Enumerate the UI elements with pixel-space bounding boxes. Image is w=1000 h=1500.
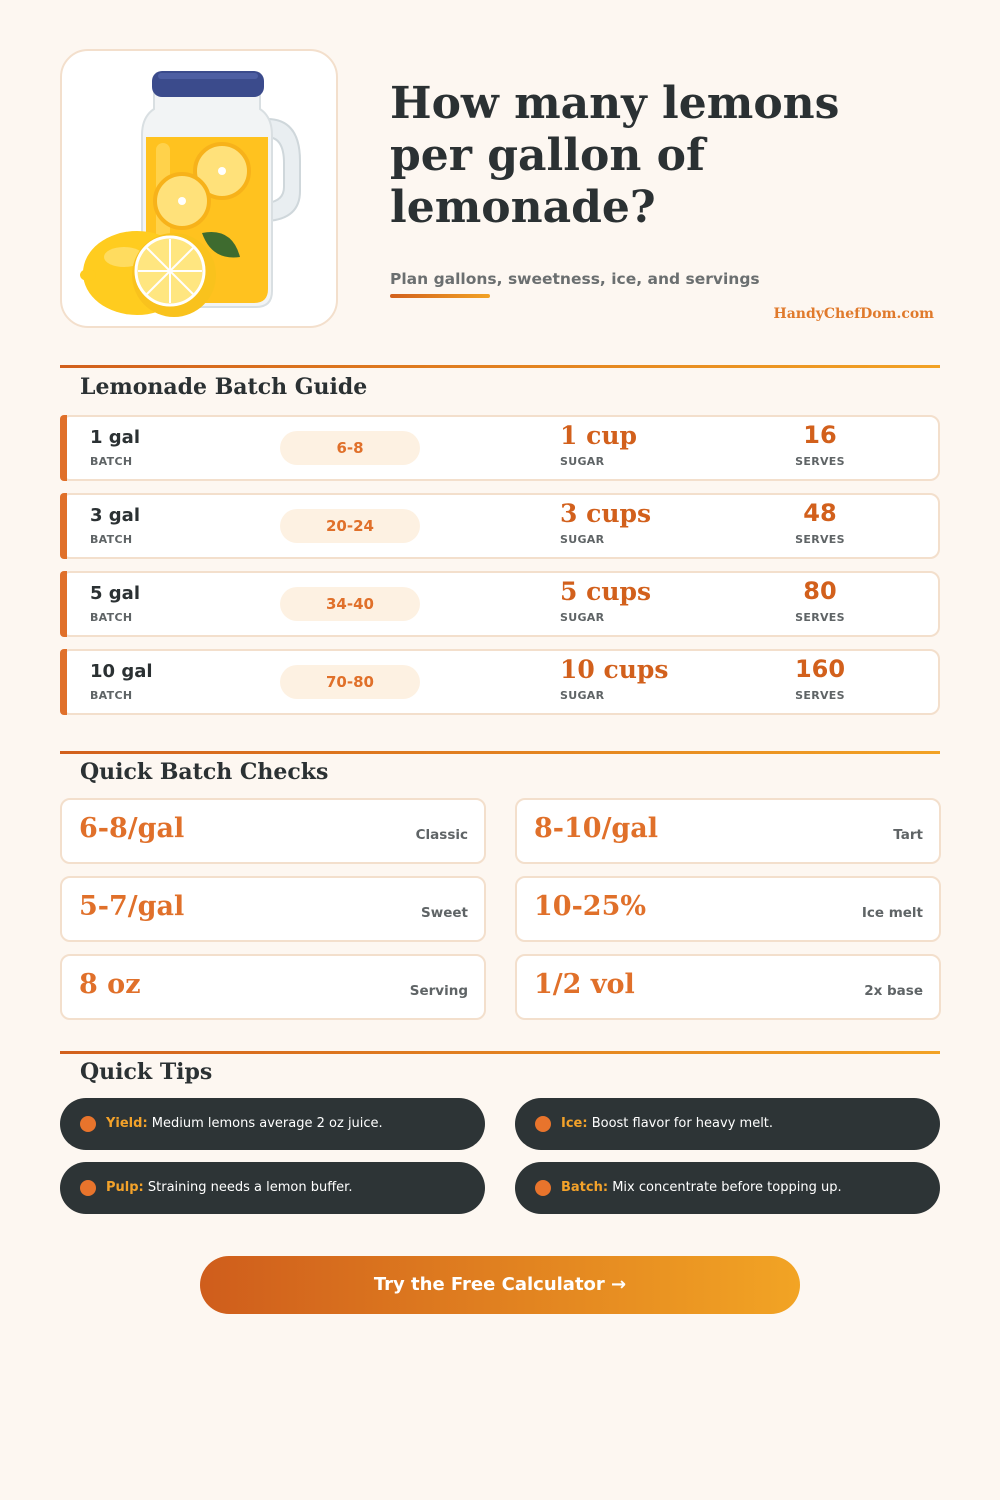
sugar-amount: 1 cup [560,421,637,450]
free-calculator-button[interactable]: Try the Free Calculator → [200,1256,800,1314]
batch-gallons: 3 gal [90,505,140,526]
check-card-sweet [60,876,486,942]
batch-row-3 [60,493,940,559]
check-value: 6-8/gal [79,813,185,844]
lemonade-jug-illustration [62,51,338,328]
subtitle-underline [390,294,490,298]
batch-gallons: 1 gal [90,427,140,448]
tip-text: Mix concentrate before topping up. [608,1180,842,1195]
bullet-dot-icon [80,1116,96,1132]
check-label: Tart [893,827,923,843]
batch-label: BATCH [90,455,133,468]
bullet-dot-icon [80,1180,96,1196]
check-value: 1/2 vol [534,969,635,1000]
sugar-amount: 10 cups [560,655,669,684]
lemons-pill: 34-40 [280,587,420,621]
lemons-pill: 70-80 [280,665,420,699]
row-accent [60,493,67,559]
serves-label: SERVES [795,533,845,546]
sugar-label: SUGAR [560,533,605,546]
tip-key: Yield: [106,1116,148,1131]
check-label: Ice melt [861,905,923,921]
batch-gallons: 10 gal [90,661,153,682]
check-card-serving [60,954,486,1020]
section-divider [60,365,940,368]
section-divider [60,1051,940,1054]
check-card-ice-melt [515,876,941,942]
batch-row-5 [60,571,940,637]
serves-label: SERVES [795,611,845,624]
sugar-label: SUGAR [560,455,605,468]
site-name: HandyChefDom.com [773,306,934,322]
check-card-2x-base [515,954,941,1020]
sugar-label: SUGAR [560,611,605,624]
sugar-amount: 5 cups [560,577,652,606]
tip-text: Straining needs a lemon buffer. [143,1180,353,1195]
tip-ice [515,1098,940,1150]
tip-text: Medium lemons average 2 oz juice. [147,1116,383,1131]
serves-count: 16 [803,421,837,449]
tip-key: Ice: [561,1116,588,1131]
page-subtitle: Plan gallons, sweetness, ice, and servings [390,270,760,288]
bullet-dot-icon [535,1180,551,1196]
tip-pulp [60,1162,485,1214]
bullet-dot-icon [535,1116,551,1132]
tip-key: Batch: [561,1180,609,1195]
hero-illustration-card [60,49,338,328]
tip-batch [515,1162,940,1214]
sugar-amount: 3 cups [560,499,652,528]
batch-row-10 [60,649,940,715]
row-accent [60,571,67,637]
batch-label: BATCH [90,689,133,702]
check-card-tart [515,798,941,864]
tip-yield [60,1098,485,1150]
batch-label: BATCH [90,611,133,624]
sugar-label: SUGAR [560,689,605,702]
check-value: 5-7/gal [79,891,185,922]
check-label: 2x base [864,983,923,999]
check-label: Classic [415,827,468,843]
lemons-pill: 20-24 [280,509,420,543]
check-label: Sweet [421,905,468,921]
quick-tips-title: Quick Tips [80,1059,213,1085]
tip-text: Boost flavor for heavy melt. [587,1116,774,1131]
page-title: How many lemons per gallon of lemonade? [390,78,840,233]
batch-gallons: 5 gal [90,583,140,604]
row-accent [60,415,67,481]
lemons-pill: 6-8 [280,431,420,465]
check-value: 10-25% [534,891,647,922]
check-label: Serving [409,983,468,999]
serves-label: SERVES [795,455,845,468]
check-value: 8 oz [79,969,141,1000]
batch-row-1 [60,415,940,481]
batch-guide-title: Lemonade Batch Guide [80,374,368,400]
serves-label: SERVES [795,689,845,702]
quick-checks-title: Quick Batch Checks [80,759,329,785]
row-accent [60,649,67,715]
check-card-classic [60,798,486,864]
serves-count: 48 [803,499,837,527]
check-value: 8-10/gal [534,813,659,844]
batch-label: BATCH [90,533,133,546]
section-divider [60,751,940,754]
serves-count: 160 [794,655,846,683]
tip-key: Pulp: [106,1180,144,1195]
serves-count: 80 [803,577,837,605]
